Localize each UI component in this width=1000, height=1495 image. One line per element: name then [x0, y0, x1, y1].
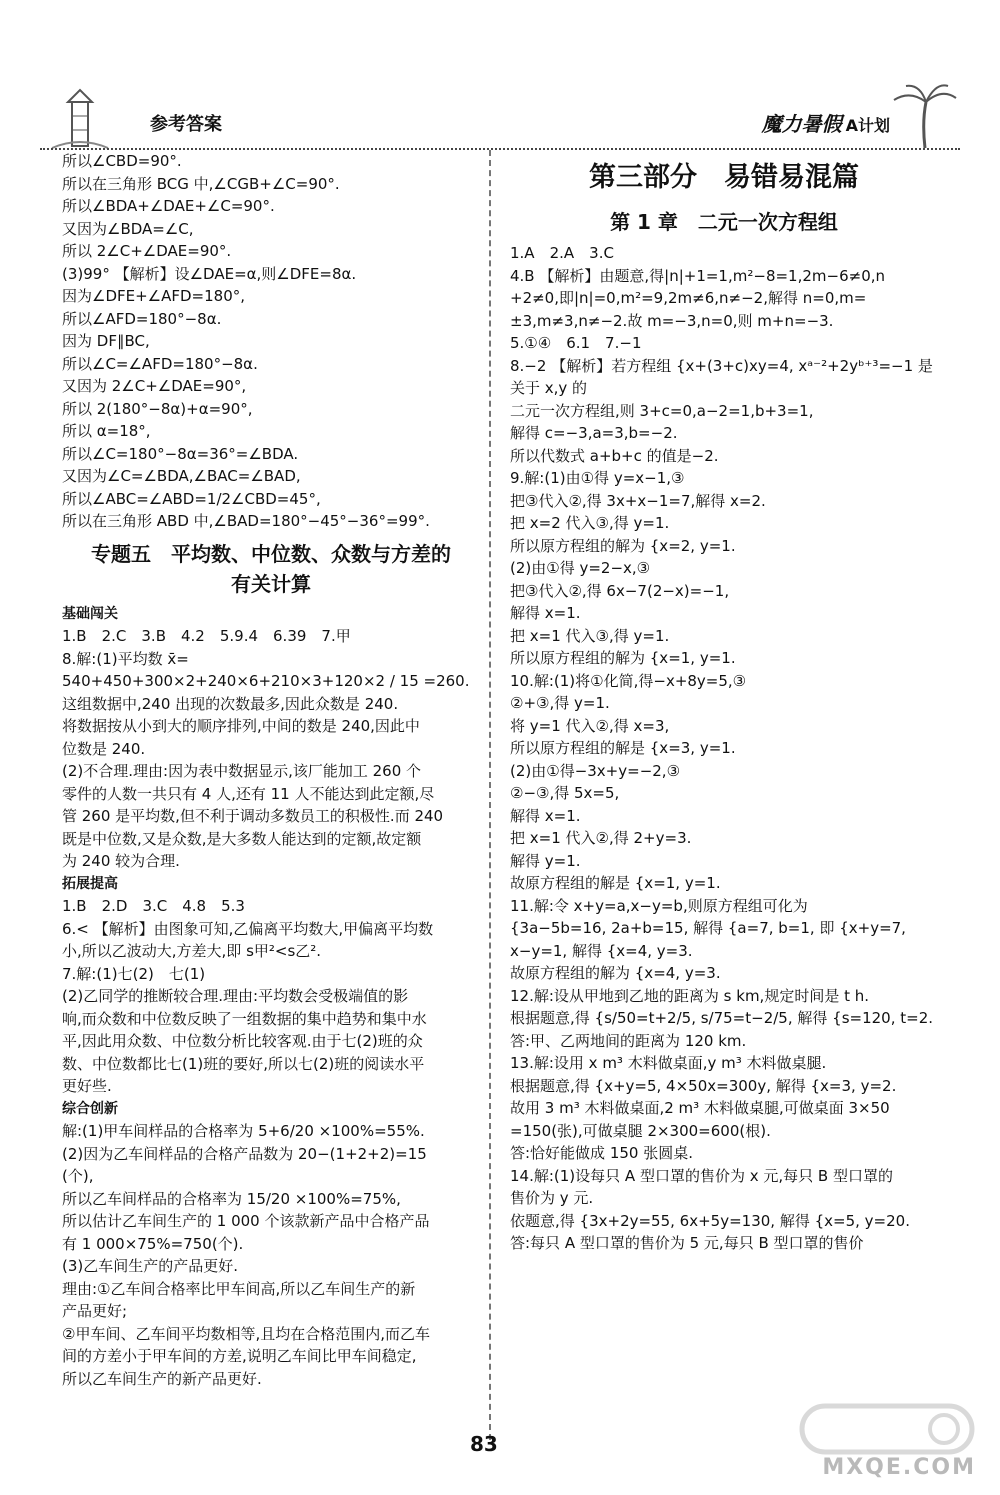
column-divider: [489, 150, 491, 1440]
text-line: 4.B 【解析】由题意,得|n|+1=1,m²−8=1,2m−6≠0,n: [510, 266, 886, 285]
text-line: (3)99° 【解析】设∠DAE=α,则∠DFE=8α.: [62, 264, 357, 283]
text-line: 1.B 2.D 3.C 4.8 5.3: [62, 897, 245, 915]
text-line: 所以原方程组的解为 {x=1, y=1.: [510, 649, 736, 667]
text-line: 8.解:(1)平均数 x̄=: [62, 649, 189, 668]
page-header: [40, 88, 960, 148]
text-line: 所以原方程组的解为 {x=2, y=1.: [510, 536, 736, 555]
text-line: 所以乙车间生产的新产品更好.: [62, 1369, 262, 1388]
text-line: 产品更好;: [62, 1302, 128, 1320]
chapter-title: 第 1 章 二元一次方程组: [610, 210, 838, 234]
text-line: ②+③,得 y=1.: [510, 694, 610, 712]
text-line: 管 260 是平均数,但不利于调动多数员工的积极性.而 240: [62, 807, 444, 825]
text-line: 10.解:(1)将①化简,得−x+8y=5,③: [510, 671, 747, 690]
text-line: (2)乙同学的推断较合理.理由:平均数会受极端值的影: [62, 987, 409, 1005]
right-lines: [510, 242, 938, 1255]
text-line: 根据题意,得 {s/50=t+2/5, s/75=t−2/5, 解得 {s=120, t=2.: [510, 1009, 934, 1027]
watermark-text: MXQE.COM: [822, 1455, 976, 1480]
part-title: 第三部分 易错易混篇: [589, 162, 859, 193]
text-line: ②−③,得 5x=5,: [510, 784, 620, 802]
text-line: =150(张),可做桌腿 2×300=600(根).: [510, 1121, 771, 1140]
text-line: 平,因此用众数、中位数分析比较客观.由于七(2)班的众: [62, 1032, 423, 1050]
page-number: 83: [470, 1432, 498, 1456]
text-line: 为 240 较为合理.: [62, 852, 180, 870]
text-line: {3a−5b=16, 2a+b=15, 解得 {a=7, b=1, 即 {x+y=7, x−y=1, 解得 {x=4, y=3.: [510, 919, 911, 960]
text-line: 所以 2∠C+∠DAE=90°.: [62, 242, 232, 260]
text-line: 小,所以乙波动大,方差大,即 s甲²<s乙².: [62, 942, 322, 960]
text-line: 故用 3 m³ 木料做桌面,2 m³ 木料做桌腿,可做桌面 3×50: [510, 1099, 890, 1117]
text-line: 数、中位数都比七(1)班的要好,所以七(2)班的阅读水平: [62, 1054, 425, 1073]
text-line: 所以 2(180°−8α)+α=90°,: [62, 399, 253, 418]
text-line: 14.解:(1)设每只 A 型口罩的售价为 x 元,每只 B 型口罩的: [510, 1166, 893, 1185]
text-line: 有 1 000×75%=750(个).: [62, 1234, 244, 1253]
text-line: 理由:①乙车间合格率比甲车间高,所以乙车间生产的新: [62, 1279, 416, 1298]
text-line: 解得 x=1.: [510, 806, 581, 825]
text-line: 9.解:(1)由①得 y=x−1,③: [510, 469, 685, 487]
text-line: 拓展提高: [62, 875, 118, 892]
palm-tree-icon: [890, 82, 960, 150]
left-lines-b: [62, 603, 480, 1391]
text-line: 根据题意,得 {x+y=5, 4×50x=300y, 解得 {x=3, y=2.: [510, 1076, 897, 1095]
text-line: 6.< 【解析】由图象可知,乙偏离平均数大,甲偏离平均数: [62, 919, 434, 938]
text-line: 所以∠AFD=180°−8α.: [62, 309, 222, 328]
text-line: 把 x=1 代入②,得 2+y=3.: [510, 829, 692, 847]
right-column: [510, 150, 938, 1255]
text-line: 又因为 2∠C+∠DAE=90°,: [62, 377, 247, 395]
text-line: 所以原方程组的解是 {x=3, y=1.: [510, 739, 736, 757]
text-line: 所以 α=18°,: [62, 422, 151, 440]
text-line: 售价为 y 元.: [510, 1189, 594, 1207]
text-line: 答:每只 A 型口罩的售价为 5 元,每只 B 型口罩的售价: [510, 1234, 864, 1252]
text-line: (2)由①得 y=2−x,③: [510, 559, 651, 577]
text-line: 把 x=1 代入③,得 y=1.: [510, 626, 670, 645]
text-line: (2)不合理.理由:因为表中数据显示,该厂能加工 260 个: [62, 762, 422, 780]
text-line: 把③代入②,得 3x+x−1=7,解得 x=2.: [510, 491, 766, 510]
text-line: 所以在三角形 ABD 中,∠BAD=180°−45°−36°=99°.: [62, 512, 430, 530]
text-line: 8.−2 【解析】若方程组 {x+(3+c)xy=4, xᵃ⁻²+2yᵇ⁺³=−1 是关于 x,y 的: [510, 356, 933, 397]
text-line: 7.解:(1)七(2) 七(1): [62, 964, 206, 983]
text-line: +2≠0,即|n|=0,m²=9,2m≠6,n≠−2,解得 n=0,m=: [510, 289, 867, 307]
text-line: 依题意,得 {3x+2y=55, 6x+5y=130, 解得 {x=5, y=20.: [510, 1211, 910, 1230]
text-line: 又因为∠BDA=∠C,: [62, 219, 194, 238]
text-line: 答:甲、乙两地间的距离为 120 km.: [510, 1031, 747, 1050]
topic-title-line-2: 有关计算: [231, 571, 311, 596]
text-line: 这组数据中,240 出现的次数最多,因此众数是 240.: [62, 694, 399, 713]
text-line: 所以估计乙车间生产的 1 000 个该款新产品中合格产品: [62, 1212, 430, 1230]
text-line: 540+450+300×2+240×6+210×3+120×2 / 15 =260.: [62, 672, 470, 690]
text-line: 5.①④ 6.1 7.−1: [510, 334, 642, 352]
text-line: 因为 DF∥BC,: [62, 332, 150, 350]
text-line: 所以∠C=∠AFD=180°−8α.: [62, 354, 258, 373]
text-line: 解得 x=1.: [510, 604, 581, 622]
text-line: 位数是 240.: [62, 739, 146, 758]
text-line: 把 x=2 代入③,得 y=1.: [510, 514, 670, 532]
text-line: 间的方差小于甲车间的方差,说明乙车间比甲车间稳定,: [62, 1347, 417, 1365]
left-lines-a: [62, 150, 480, 533]
text-line: 所以∠CBD=90°.: [62, 152, 182, 170]
text-line: 11.解:令 x+y=a,x−y=b,则原方程组可化为: [510, 896, 808, 915]
text-line: 又因为∠C=∠BDA,∠BAC=∠BAD,: [62, 467, 301, 485]
text-line: (3)乙车间生产的产品更好.: [62, 1257, 239, 1275]
text-line: 故原方程组的解是 {x=1, y=1.: [510, 874, 721, 892]
text-line: 所以乙车间样品的合格率为 15/20 ×100%=75%,: [62, 1189, 401, 1208]
text-line: 响,而众数和中位数反映了一组数据的集中趋势和集中水: [62, 1009, 427, 1028]
header-brand-name: 魔力暑假: [761, 112, 842, 136]
text-line: 解得 y=1.: [510, 851, 581, 870]
text-line: (个),: [62, 1167, 94, 1185]
text-line: 解:(1)甲车间样品的合格率为 5+6/20 ×100%=55%.: [62, 1122, 425, 1140]
text-line: 12.解:设从甲地到乙地的距离为 s km,规定时间是 t h.: [510, 986, 870, 1005]
text-line: 解得 c=−3,a=3,b=−2.: [510, 424, 678, 442]
text-line: 综合创新: [62, 1100, 118, 1117]
text-line: (2)因为乙车间样品的合格产品数为 20−(1+2+2)=15: [62, 1144, 427, 1163]
text-line: 所以∠BDA+∠DAE+∠C=90°.: [62, 197, 275, 215]
text-line: 将数据按从小到大的顺序排列,中间的数是 240,因此中: [62, 717, 420, 735]
text-line: 答:恰好能做成 150 张圆桌.: [510, 1144, 693, 1162]
text-line: 既是中位数,又是众数,是大多数人能达到的定额,故定额: [62, 829, 422, 848]
text-line: 1.A 2.A 3.C: [510, 244, 614, 262]
header-brand: [762, 108, 890, 137]
text-line: 13.解:设用 x m³ 木料做桌面,y m³ 木料做桌腿.: [510, 1054, 827, 1072]
text-line: 所以∠C=180°−8α=36°=∠BDA.: [62, 444, 299, 463]
text-line: 所以在三角形 BCG 中,∠CGB+∠C=90°.: [62, 174, 340, 193]
text-line: 基础闯关: [62, 605, 118, 622]
text-line: 因为∠DFE+∠AFD=180°,: [62, 287, 246, 305]
text-line: 将 y=1 代入②,得 x=3,: [510, 716, 670, 735]
text-line: 零件的人数一共只有 4 人,还有 11 人不能达到此定额,尽: [62, 784, 435, 803]
text-line: 故原方程组的解为 {x=4, y=3.: [510, 964, 721, 982]
topic-title-line-1: 专题五 平均数、中位数、众数与方差的: [91, 541, 451, 566]
text-line: 二元一次方程组,则 3+c=0,a−2=1,b+3=1,: [510, 401, 814, 420]
text-line: 所以∠ABC=∠ABD=1/2∠CBD=45°,: [62, 489, 321, 508]
text-line: 1.B 2.C 3.B 4.2 5.9.4 6.39 7.甲: [62, 627, 351, 645]
header-brand-sub: A计划: [845, 116, 890, 135]
text-line: ②甲车间、乙车间平均数相等,且均在合格范围内,而乙车: [62, 1324, 430, 1343]
lighthouse-icon: [50, 88, 110, 150]
text-line: (2)由①得−3x+y=−2,③: [510, 761, 681, 780]
left-column: [62, 150, 480, 1390]
text-line: ±3,m≠3,n≠−2.故 m=−3,n=0,则 m+n=−3.: [510, 311, 834, 330]
text-line: 更好些.: [62, 1077, 112, 1095]
header-answer-title: 参考答案: [150, 114, 222, 135]
text-line: 所以代数式 a+b+c 的值是−2.: [510, 446, 719, 465]
text-line: 把③代入②,得 6x−7(2−x)=−1,: [510, 581, 730, 600]
